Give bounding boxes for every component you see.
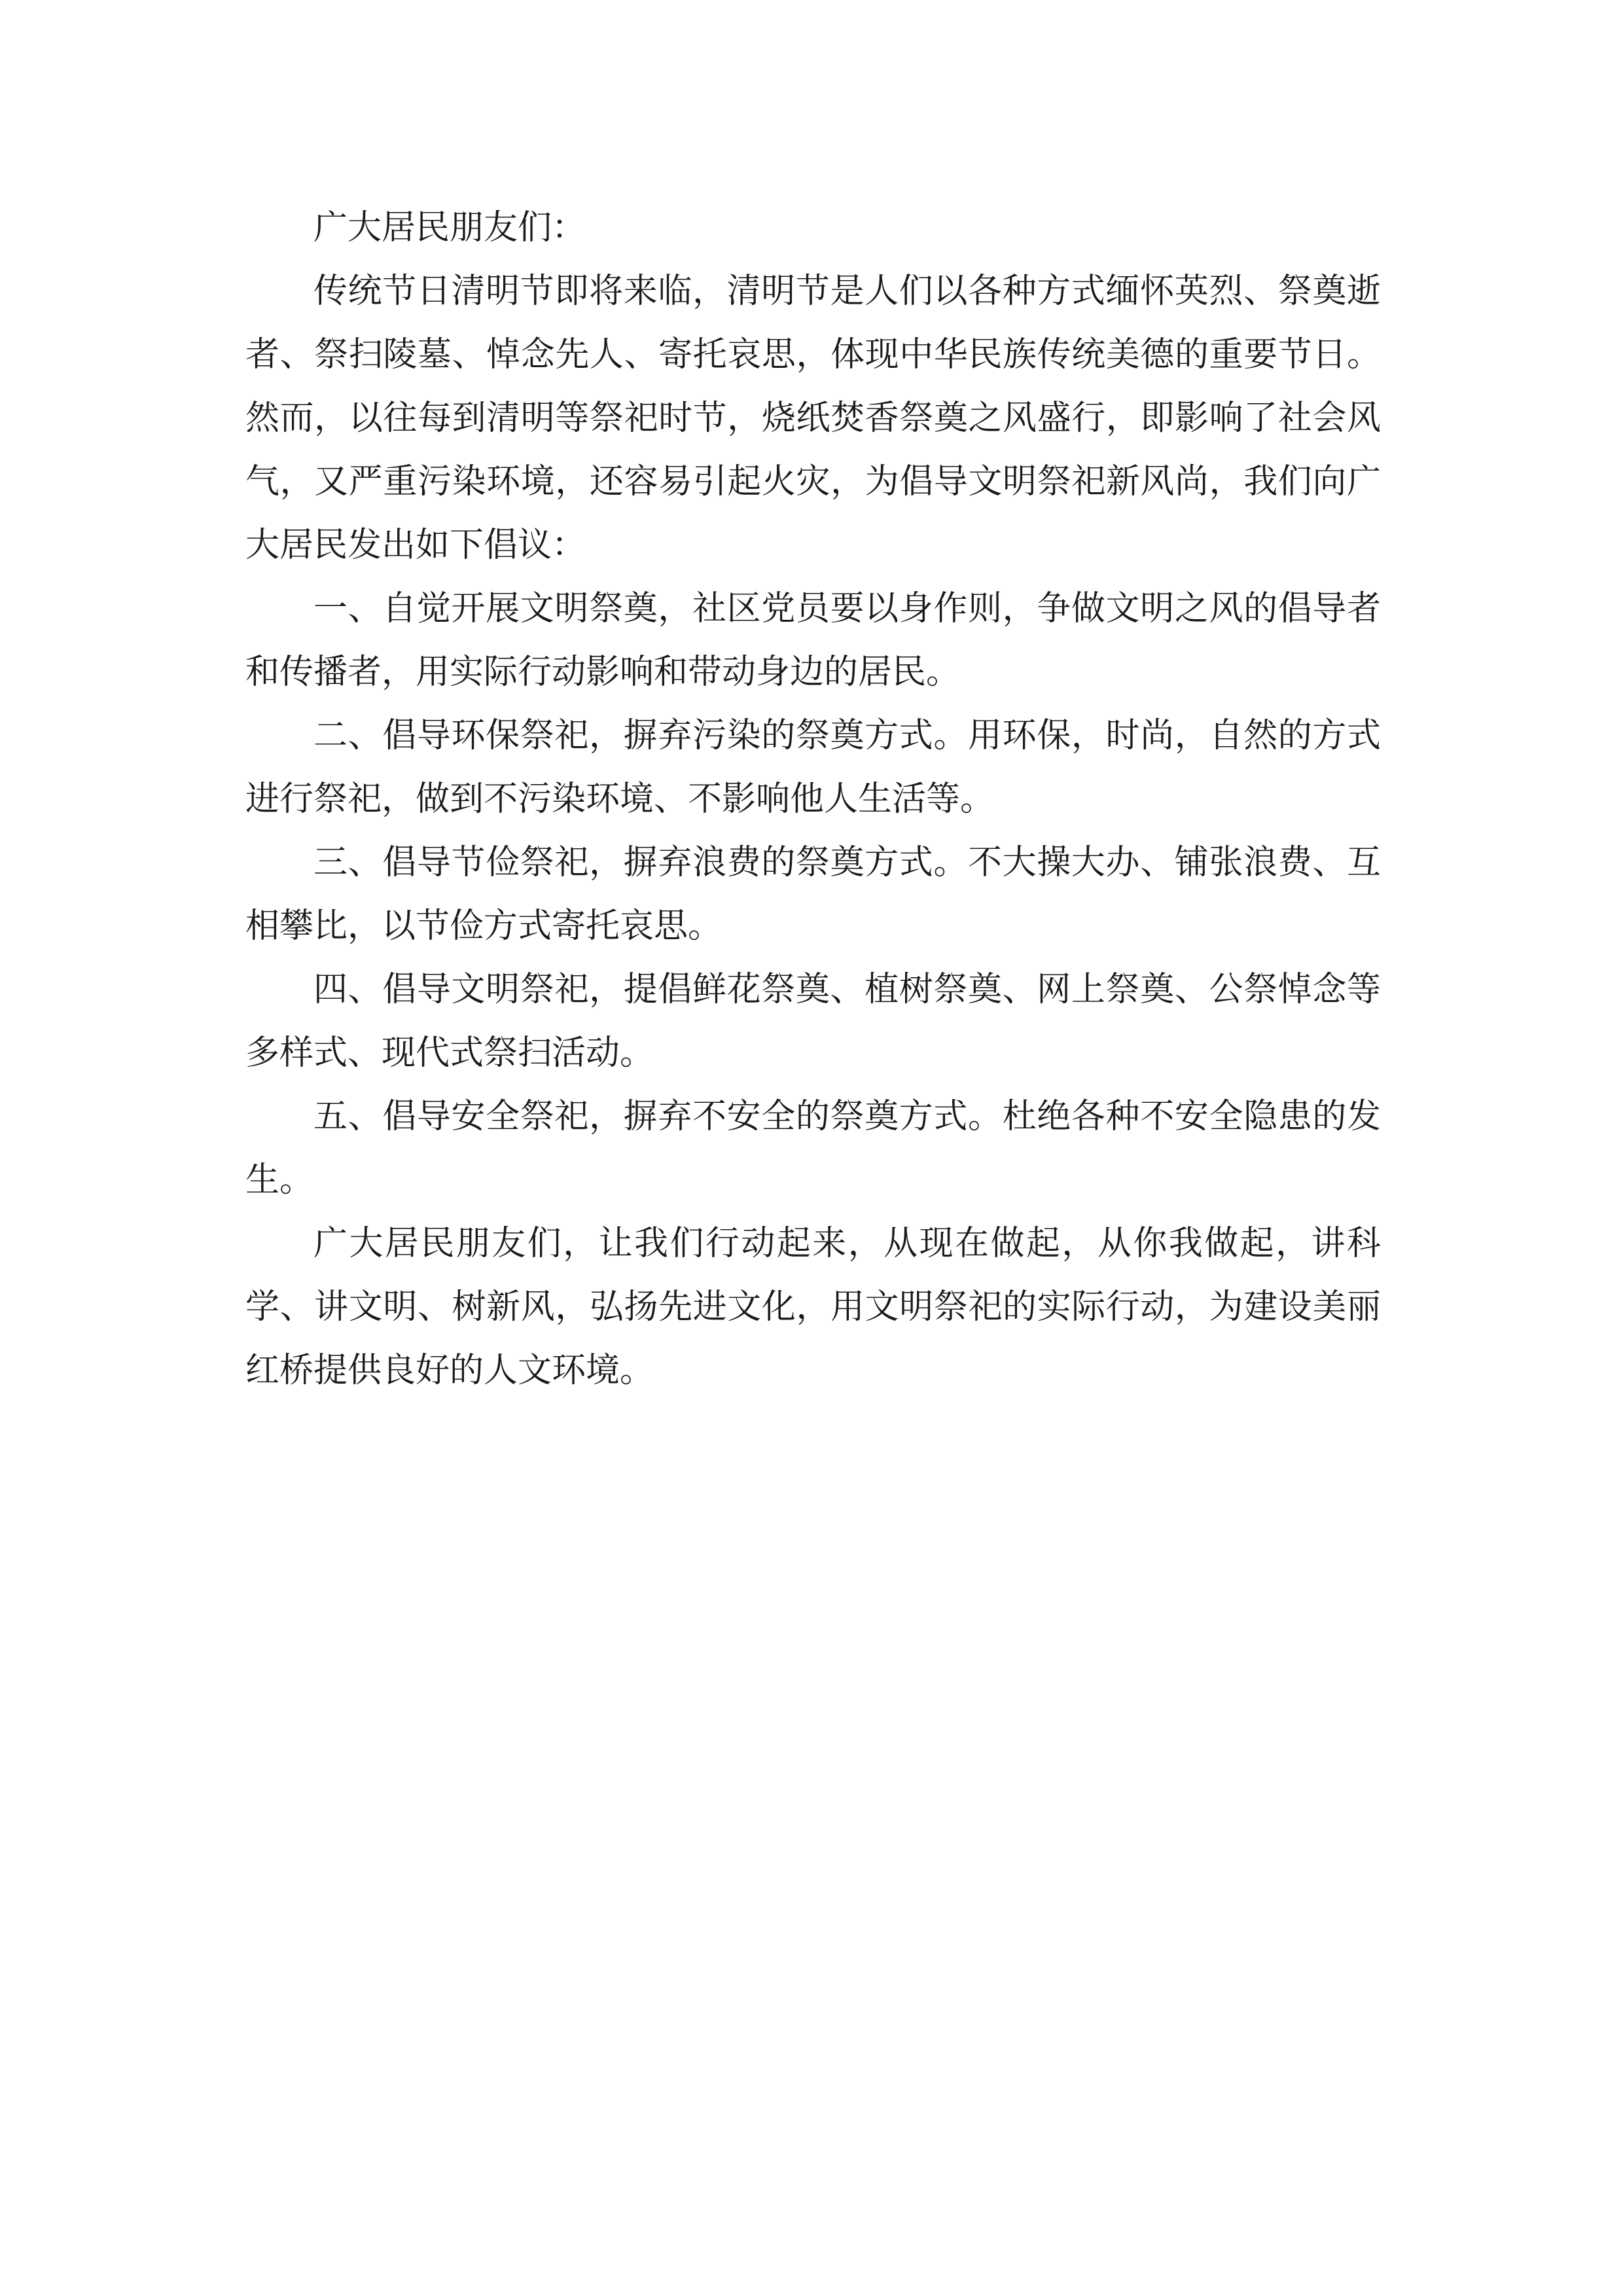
document-body [245,196,1381,1403]
intro-paragraph: 传统节日清明节即将来临，清明节是人们以各种方式缅怀英烈、祭奠逝者、祭扫陵墓、悼念先人、寄托哀思，体现中华民族传统美德的重要节日。然而，以往每到清明等祭祀时节，烧纸焚香祭奠之风盛行，即影响了社会风气，又严重污染环境，还容易引起火灾，为倡导文明祭祀新风尚，我们向广大居民发出如下倡议： [245,272,1381,565]
closing-paragraph: 广大居民朋友们，让我们行动起来，从现在做起，从你我做起，讲科学、讲文明、树新风，弘扬先进文化，用文明祭祀的实际行动，为建设美丽红桥提供良好的人文环境。 [245,1224,1381,1390]
proposal-item-2: 二、倡导环保祭祀，摒弃污染的祭奠方式。用环保，时尚，自然的方式进行祭祀，做到不污染环境、不影响他人生活等。 [245,716,1381,819]
proposal-item-1: 一、自觉开展文明祭奠，社区党员要以身作则，争做文明之风的倡导者和传播者，用实际行动影响和带动身边的居民。 [245,589,1381,692]
salutation: 广大居民朋友们： [313,208,586,247]
proposal-item-4: 四、倡导文明祭祀，提倡鲜花祭奠、植树祭奠、网上祭奠、公祭悼念等多样式、现代式祭扫活动。 [245,970,1381,1073]
proposal-item-3: 三、倡导节俭祭祀，摒弃浪费的祭奠方式。不大操大办、铺张浪费、互相攀比，以节俭方式寄托哀思。 [245,843,1381,946]
proposal-item-5: 五、倡导安全祭祀，摒弃不安全的祭奠方式。杜绝各种不安全隐患的发生。 [245,1097,1381,1200]
